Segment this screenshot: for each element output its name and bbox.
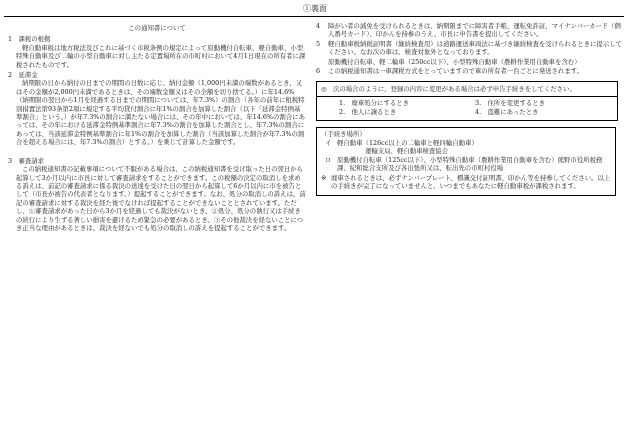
- procedure-note: [321, 174, 611, 191]
- section-title: 2 延滞金: [8, 71, 38, 80]
- change-question-text: 次の場合のように、登録の内容に変更がある場合は必ず申告手続きをしてください。: [333, 85, 576, 94]
- page-header: ①裏面: [303, 4, 327, 13]
- section-text: この納税通知書の記載事項について不服がある場合は、この納税通知書を受け取った日の翌日から起算して3か月以内に市長に対して審査請求をすることができます。この税額の決定の取消しを求める訴えは、前記の審査請求に係る裁決の送達を受けた日の翌日から起算して6か月以内に市を被告として（市長が被告の代表者となります。）提起することができます。なお、処分の取消しの訴えは、前記の審査請求に対する裁決を経た後でなければ提起することができないこととされています。ただし、①審査請求があった日から3か月を経過しても裁決がないとき、②処分、処分の執行又は手続きの続行により生ずる著しい損害を避けるため緊急の必要があるとき、③その他裁決を経ないことにつき正当な理由があるときは、裁決を経ないでも処分の取消しの訴えを提起することができます。: [16, 165, 306, 232]
- section-text: 軽自動車税は地方税法及びこれに基づく市税条例の規定によって原動機付自転車、軽自動車、小型特殊自動車及び二輪の小型自動車に対し主たる定置場所在の市町村において4月1日現在の所有者に課税されたものです。: [16, 43, 306, 69]
- notice-title: この通知書について: [128, 24, 186, 32]
- procedure-row: [321, 156, 611, 173]
- right-column: [316, 22, 622, 196]
- change-option: 4. 盗難にあったとき: [475, 108, 539, 117]
- procedure-mark: ロ: [325, 155, 332, 164]
- bullet-icon: ◎: [321, 85, 327, 94]
- procedure-title: （手続き場所）: [321, 129, 366, 138]
- notice-item-5: [316, 40, 622, 57]
- item-text: 原動機付自転車、軽二輪車（250cc以下）、小型特殊自動車（農耕作業用自動車を含む）: [328, 57, 581, 66]
- item-number: 4: [316, 22, 321, 30]
- change-question: [317, 82, 617, 96]
- procedure-place-box: [316, 127, 616, 196]
- notice-item-5-exempt: [316, 58, 622, 66]
- procedure-mark: [321, 147, 365, 155]
- procedure-text: 原動機付自転車（125cc以下）、小型特殊自動車（農耕作業用自動車を含む）熊野市役所税務課、紀和総合支所及び各出張所又は、転出先の市町村役場: [337, 155, 603, 173]
- section-appeal: [8, 157, 306, 233]
- item-text: この納税通知書は一車課税方式をとっていますので車の所有者一台ごとに発送されます。: [328, 67, 583, 76]
- change-options: [317, 97, 617, 120]
- item-number: 5: [316, 39, 321, 48]
- procedure-text: 軽自動車（126cc以上の二輪車と軽四輪自動車）: [337, 139, 478, 148]
- notice-item-4: [316, 22, 622, 39]
- section-text: 納期限の日から納付の日までの期間の日数に応じ、納付金額（1,000円未満の端数があるとき、又はその金額が2,000円未満であるときは、その端数金額又はその全額を切り捨てる。）に年14.6%（納期限の翌日から1月を経過する日までの期間については、年7.3%）の割合（各年の前年に租税特別措置法第93条第2項に規定する平均貸付割合に年1%の割合を加算した割合（以下「延滞金特例基準割合」という。）が年7.3%の割合に満たない場合には、その年中においては、年14.6%の割合にあっては、その年における延滞金特例基準割合に年7.3%の割合を加算した割合とし、年7.3%の割合にあっては、当該延滞金特例基準割合に年1%の割合を加算した割合（当該加算した割合が年7.3%の割合を超える場合には、年7.3%の割合）とする。）を乗じて計算した金額です。: [16, 79, 305, 147]
- change-option: 2. 他人に譲るとき: [339, 108, 397, 117]
- section-title: 3 審査請求: [8, 156, 45, 165]
- header-rule: [4, 16, 624, 17]
- procedure-text: 運輸支局、軽自動車検査協会: [365, 147, 449, 156]
- item-text: 軽自動車税納税証明書（継続検査用）は道路運送車両法に基づき継続検査を受けられるときに提示してください。なお次の車は、検査対象外となっております。: [328, 39, 622, 57]
- section-title: 1 課税の根拠: [8, 35, 51, 44]
- left-column: [8, 22, 306, 232]
- registration-change-box: [316, 81, 618, 120]
- section-tax-basis: [8, 35, 306, 69]
- item-text: 障がい者の減免を受けられるときは、納期限までに障害者手帳、運転免許証、マイナンバーカード（個人番号カード）、印かんを持参のうえ、市長に申告書を提出してください。: [328, 22, 621, 39]
- item-number: [316, 58, 328, 66]
- notice-item-6: [316, 67, 622, 75]
- change-option: 3. 住所を変更するとき: [475, 98, 546, 107]
- procedure-mark: イ: [325, 139, 332, 148]
- section-late-fee: [8, 71, 306, 147]
- note-text: 廃車されるときは、必ずナンバープレート、標識交付証明書、印かん等を持参してください。以上の手続きが完了になっていませんと、いつまでもあなたに軽自動車税が課税されます。: [331, 173, 611, 191]
- note-mark: ※: [321, 173, 327, 182]
- procedure-row: [321, 147, 611, 155]
- change-option: 1. 廃車処分にするとき: [339, 98, 410, 107]
- item-number: 6: [316, 67, 321, 76]
